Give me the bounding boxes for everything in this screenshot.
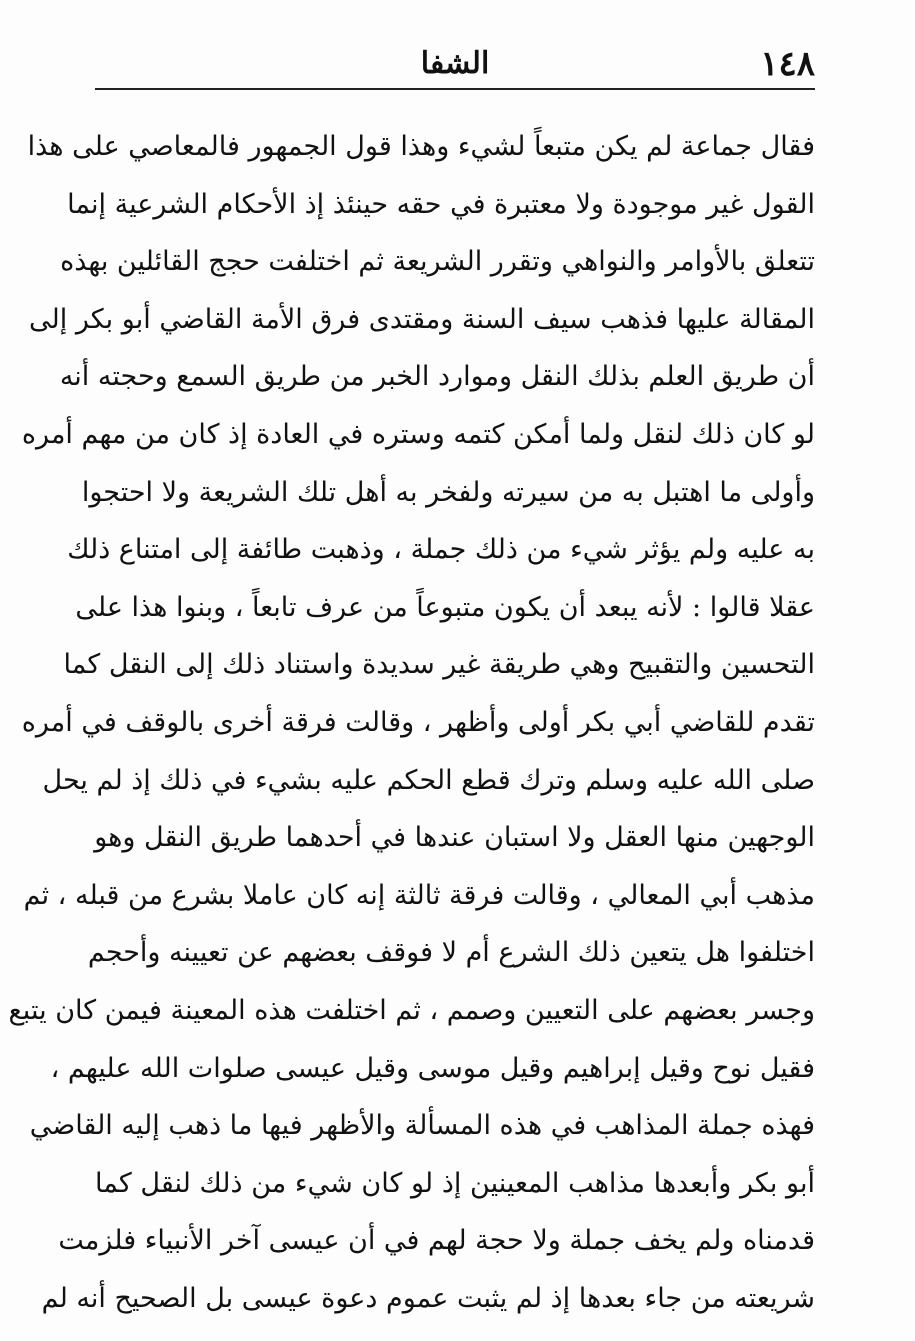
text-line: فقيل نوح وقيل إبراهيم وقيل موسى وقيل عيسى صلوات الله عليهم ، (50, 1052, 815, 1084)
text-line: مذهب أبي المعالي ، وقالت فرقة ثالثة إنه كان عاملا بشرع من قبله ، ثم (23, 879, 815, 911)
running-title: الشفا (420, 46, 490, 81)
text-line: شريعته من جاء بعدها إذ لم يثبت عموم دعوة عيسى بل الصحيح أنه لم (41, 1282, 815, 1314)
text-line: عقلا قالوا : لأنه يبعد أن يكون متبوعاً من عرف تابعاً ، وبنوا هذا على (75, 591, 815, 623)
text-line: المقالة عليها فذهب سيف السنة ومقتدى فرق الأمة القاضي أبو بكر إلى (29, 303, 815, 335)
text-line: فقال جماعة لم يكن متبعاً لشيء وهذا قول الجمهور فالمعاصي على هذا (27, 131, 815, 162)
text-line: لو كان ذلك لنقل ولما أمكن كتمه وستره في العادة إذ كان من مهم أمره (21, 418, 815, 450)
text-line: فهذه جملة المذاهب في هذه المسألة والأظهر فيها ما ذهب إليه القاضي (29, 1110, 815, 1142)
header-divider (95, 88, 815, 90)
text-line: تتعلق بالأوامر والنواهي وتقرر الشريعة ثم اختلفت حجج القائلين بهذه (60, 246, 815, 278)
text-line: وأولى ما اهتبل به من سيرته ولفخر به أهل تلك الشريعة ولا احتجوا (81, 476, 815, 508)
body-text (8, 118, 815, 1327)
text-line: قدمناه ولم يخف جملة ولا حجة لهم في أن عيسى آخر الأنبياء فلزمت (58, 1225, 815, 1257)
text-line: وجسر بعضهم على التعيين وصمم ، ثم اختلفت هذه المعينة فيمن كان يتبع (8, 994, 815, 1026)
text-line: أن طريق العلم بذلك النقل وموارد الخبر من طريق السمع وحجته أنه (59, 361, 815, 393)
page-header (95, 30, 815, 92)
text-line: القول غير موجودة ولا معتبرة في حقه حينئذ إذ الأحكام الشرعية إنما (67, 188, 815, 220)
text-line: تقدم للقاضي أبي بكر أولى وأظهر ، وقالت فرقة أخرى بالوقف في أمره (21, 706, 815, 738)
text-line: الوجهين منها العقل ولا استبان عندها في أحدهما طريق النقل وهو (94, 822, 815, 854)
text-line: اختلفوا هل يتعين ذلك الشرع أم لا فوقف بعضهم عن تعيينه وأحجم (87, 937, 815, 969)
text-line: التحسين والتقبيح وهي طريقة غير سديدة واستناد ذلك إلى النقل كما (63, 649, 815, 681)
text-line: صلى الله عليه وسلم وترك قطع الحكم عليه بشيء في ذلك إذ لم يحل (42, 764, 815, 796)
text-line: أبو بكر وأبعدها مذاهب المعينين إذ لو كان شيء من ذلك لنقل كما (95, 1167, 815, 1199)
page-number: ١٤٨ (760, 44, 815, 84)
text-line: به عليه ولم يؤثر شيء من ذلك جملة ، وذهبت طائفة إلى امتناع ذلك (67, 534, 815, 566)
